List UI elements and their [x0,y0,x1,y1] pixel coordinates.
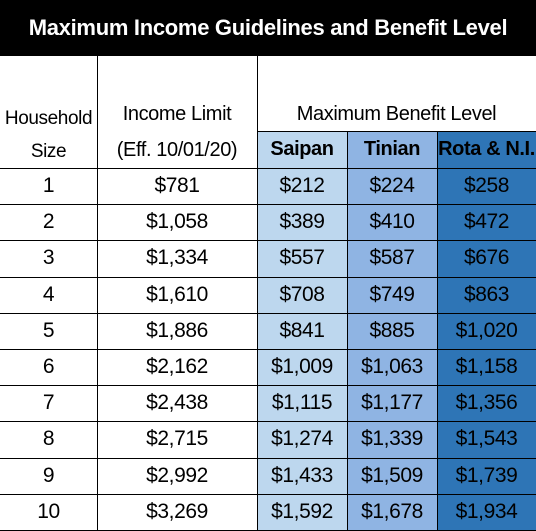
cell-saipan: $708 [257,277,347,313]
cell-tinian: $1,177 [347,385,437,421]
cell-size: 4 [42,282,55,306]
header-household-line2: Size [30,141,67,162]
header-saipan: Saipan [257,131,347,168]
header-income-line2: (Eff. 10/01/20) [116,139,238,161]
grid-hline [0,277,536,278]
cell-size: 1 [42,174,55,198]
cell-income: $2,992 [146,463,208,487]
cell-income: $2,438 [146,391,208,415]
table-title: Maximum Income Guidelines and Benefit Level [0,0,536,56]
cell-income: $1,886 [146,318,208,342]
grid-hline [0,168,536,169]
grid-hline [257,131,536,132]
grid-vline [347,131,348,530]
cell-size: 3 [42,246,55,270]
grid-vline [437,131,438,530]
cell-saipan: $1,592 [257,494,347,530]
cell-income: $1,610 [146,282,208,306]
header-rota: Rota & N.I. [437,131,536,168]
cell-saipan: $1,274 [257,421,347,457]
cell-rota: $1,739 [437,458,536,494]
cell-size: 10 [37,499,60,523]
grid-hline [0,204,536,205]
header-income-limit [97,56,257,168]
cell-rota: $676 [437,240,536,276]
grid-hline [0,421,536,422]
grid-hline [0,458,536,459]
cell-saipan: $389 [257,204,347,240]
cell-income: $781 [154,174,200,198]
cell-saipan: $841 [257,313,347,349]
header-household-size [0,56,97,168]
grid-hline [0,313,536,314]
grid-hline [0,240,536,241]
cell-tinian: $885 [347,313,437,349]
cell-size: 9 [42,463,55,487]
cell-tinian: $1,339 [347,421,437,457]
cell-saipan: $1,115 [257,385,347,421]
cell-tinian: $1,063 [347,349,437,385]
header-benefit-group: Maximum Benefit Level [296,102,497,125]
cell-rota: $1,356 [437,385,536,421]
cell-tinian: $1,678 [347,494,437,530]
cell-rota: $1,543 [437,421,536,457]
header-household-line1: Household [4,108,93,129]
grid-hline [0,349,536,350]
cell-tinian: $1,509 [347,458,437,494]
cell-rota: $258 [437,168,536,204]
cell-rota: $1,020 [437,313,536,349]
cell-rota: $1,934 [437,494,536,530]
cell-size: 8 [42,427,55,451]
cell-income: $2,162 [146,355,208,379]
grid-hline [0,494,536,495]
cell-tinian: $410 [347,204,437,240]
cell-rota: $1,158 [437,349,536,385]
cell-saipan: $557 [257,240,347,276]
cell-income: $2,715 [146,427,208,451]
cell-saipan: $1,009 [257,349,347,385]
cell-tinian: $749 [347,277,437,313]
cell-tinian: $587 [347,240,437,276]
cell-size: 7 [42,391,55,415]
header-tinian: Tinian [347,131,437,168]
grid-vline [257,56,258,530]
cell-income: $1,334 [146,246,208,270]
cell-saipan: $212 [257,168,347,204]
grid-vline [97,56,98,530]
cell-income: $1,058 [146,210,208,234]
cell-size: 5 [42,318,55,342]
cell-rota: $472 [437,204,536,240]
benefit-table [0,56,536,530]
cell-size: 2 [42,210,55,234]
cell-saipan: $1,433 [257,458,347,494]
header-income-line1: Income Limit [122,103,232,125]
grid-hline [0,385,536,386]
cell-size: 6 [42,355,55,379]
cell-rota: $863 [437,277,536,313]
cell-tinian: $224 [347,168,437,204]
cell-income: $3,269 [146,499,208,523]
